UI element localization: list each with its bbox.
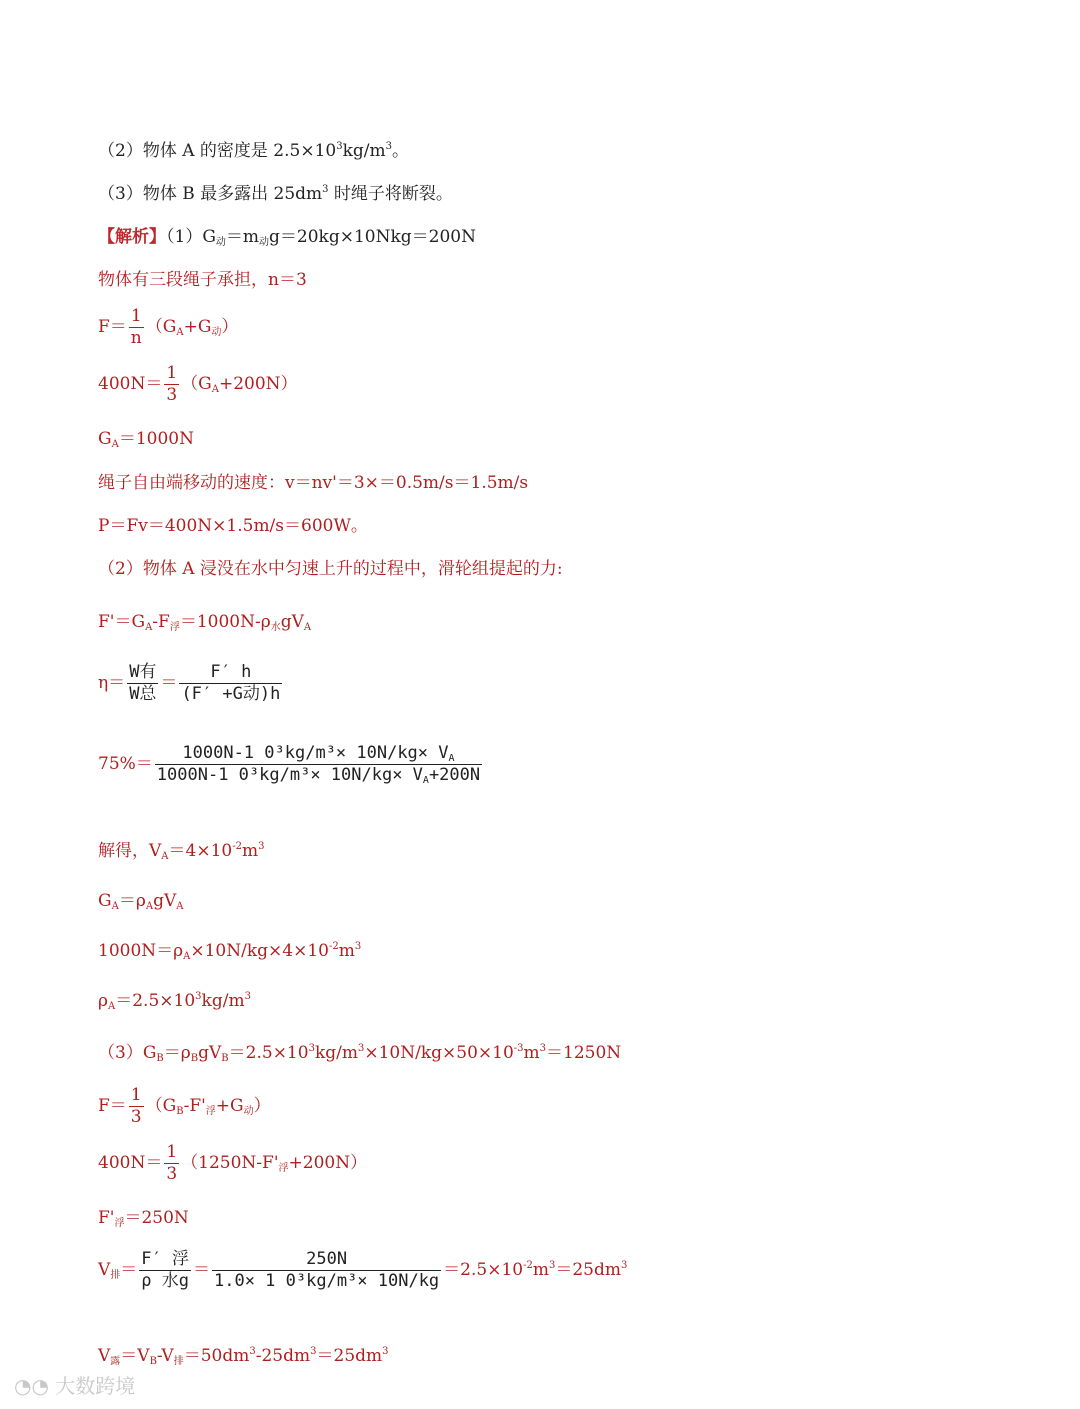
answer-3: （3）物体 B 最多露出 $25dm^3$ 时绳子将断裂。 (98, 184, 453, 204)
density-calc-line: $1000N=\rho_A\times 10N/kg\times 4\times 10^{-2}m^3$ (98, 941, 362, 962)
fraction: $\frac{\text{W有}}{\text{W总}}$ (129, 662, 157, 704)
fraction: $\frac{1}{3}$ (130, 1085, 142, 1127)
speed-line: 绳子自由端移动的速度：v＝nv'＝3×＝0.5m/s＝1.5m/s (98, 473, 529, 493)
watermark-logo-icon: ◔◔ (14, 1374, 56, 1398)
fraction: $\frac{\text{F′ 浮}}{\text{ρ 水g}}$ (141, 1249, 189, 1291)
va-result: 解得，$V_A=4\times 10^{-2}m^3$ (98, 841, 265, 862)
jiexi-line: 【解析】$(1)G_动=m_动g=20kg\times 10Nkg=200N$ (98, 227, 476, 248)
rho-a-result: $\rho_A=2.5\times 10^3kg/m^3$ (98, 991, 251, 1012)
buoyancy-result: $F'_浮=250N$ (98, 1208, 189, 1229)
rope-count-line: 物体有三段绳子承担，n＝3 (98, 270, 307, 290)
efficiency-75-formula: 75%＝ $\frac{1000N-1 0^3kg/m^3\times 10N/kg\times V_A}{1000N-1 0^3kg/m^3\times 10N/kg\times V_A+200N}$ (98, 743, 481, 786)
force-400b-formula: 400N＝ $\frac{1}{3}$ $(1250N-F'_浮+200N)$ (98, 1142, 368, 1184)
part2-line: （2）物体 A 浸没在水中匀速上升的过程中，滑轮组提起的力: (98, 559, 563, 579)
ga-density-line: $G_A=\rho_AgV_A$ (98, 891, 184, 912)
force-400-formula: 400N＝ $\frac{1}{3}$ $(G_A+200N)$ (98, 363, 298, 405)
jiexi-tag: 【解析】 (98, 227, 166, 247)
fraction: $\frac{1000N-1 0^3kg/m^3\times 10N/kg\times V_A}{1000N-1 0^3kg/m^3\times 10N/kg\times V_A+200N}$ (156, 743, 481, 786)
power-line: P＝Fv＝400N×1.5m/s＝600W。 (98, 516, 368, 536)
watermark: ◔◔ 大数跨境 (14, 1374, 136, 1398)
v-displaced-formula: $V_排=$ $\frac{\text{F′ 浮}}{\text{ρ 水g}}$ ＝ $\frac{250N}{\text{1.0× 1 0³kg/m³× 10N/kg}}$ $=2.5\times 10^{-2}m^3=25dm^3$ (98, 1249, 628, 1291)
gb-line: $(3)G_B=\rho_BgV_B=2.5\times 10^3kg/m^3\times 10N/kg\times 50\times 10^{-3}m^3=1250N$ (98, 1043, 622, 1064)
efficiency-formula: η＝ $\frac{\text{W有}}{\text{W总}}$ ＝ $\frac{F' h}{\text{(F′ +G动)h}}$ (98, 662, 281, 704)
fraction: $\frac{250N}{\text{1.0× 1 0³kg/m³× 10N/kg}}$ (214, 1249, 440, 1291)
v-exposed-line: $V_露=V_B-V_排=50dm^3-25dm^3=25dm^3$ (98, 1346, 389, 1367)
fraction: $\frac{1}{n}$ (130, 306, 142, 348)
fraction: $\frac{1}{3}$ (166, 363, 178, 405)
f-prime-line: $F'=G_A-F_浮=1000N-\rho_水gV_A$ (98, 612, 312, 633)
force-b-formula: F＝ $\frac{1}{3}$ $(G_B-F'_浮+G_动)$ (98, 1085, 271, 1127)
answer-2: （2）物体 A 的密度是 $2.5\times 10^3kg/m^3$。 (98, 141, 409, 161)
ga-result: $G_A=1000N$ (98, 429, 194, 450)
force-formula: F＝ $\frac{1}{n}$ $(G_A+G_动)$ (98, 306, 239, 348)
fraction: $\frac{F' h}{\text{(F′ +G动)h}}$ (181, 662, 281, 704)
fraction: $\frac{1}{3}$ (166, 1142, 178, 1184)
